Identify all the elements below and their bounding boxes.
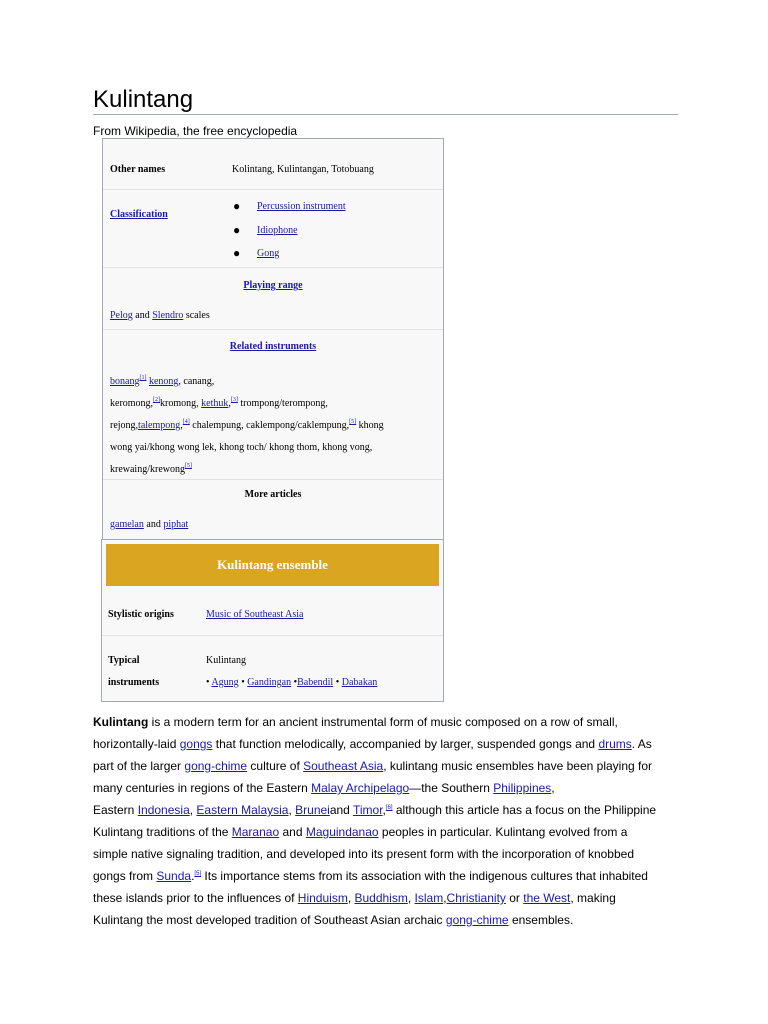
text: simple native signaling tradition, and developed into its present form with the incorporation of knobbed (93, 847, 634, 861)
kenong-link[interactable]: kenong (148, 376, 179, 387)
gongs-link[interactable]: gongs (179, 737, 213, 751)
other-names-label: Other names (110, 164, 166, 175)
text: culture of (247, 759, 304, 773)
text: is a modern term for an ancient instrumental form of music composed on a row of small, (148, 715, 618, 729)
text: ensembles. (508, 913, 574, 927)
citation-link[interactable]: [6] (385, 805, 393, 811)
bullet: ● (233, 222, 241, 237)
related-heading (103, 341, 443, 352)
slendro-link[interactable]: Slendro (152, 310, 184, 321)
text: , (382, 803, 386, 817)
philippines-link[interactable]: Philippines (493, 781, 552, 795)
citation-link[interactable]: [5] (184, 463, 192, 469)
text: khong (356, 420, 384, 431)
ensemble-header: Kulintang ensemble (106, 544, 439, 586)
text: that function melodically, accompanied by larger, suspended gongs and (212, 737, 599, 751)
more-articles-heading: More articles (244, 489, 302, 500)
divider (103, 329, 443, 330)
talempong-link[interactable]: talempong (138, 420, 181, 431)
text: krewaing/krewong (110, 464, 185, 475)
text: and (132, 310, 153, 321)
text: and (279, 825, 306, 839)
citation-link[interactable]: [5] (194, 871, 202, 877)
text: , (288, 803, 296, 817)
the-west-link[interactable]: the West (523, 891, 571, 905)
buddhism-link[interactable]: Buddhism (354, 891, 408, 905)
text: chalempung, caklempong/caklempung, (189, 420, 350, 431)
maranao-link[interactable]: Maranao (231, 825, 280, 839)
text: trompong/terompong, (237, 398, 328, 409)
text: horizontally-laid (93, 737, 180, 751)
text: part of the larger (93, 759, 185, 773)
bold-term: Kulintang (93, 715, 149, 729)
text: although this article has a focus on the Philippine (392, 803, 657, 817)
title-divider (93, 114, 678, 115)
text: , (347, 891, 355, 905)
instrument-infobox (102, 138, 444, 540)
typical-instruments-value: Kulintang (206, 655, 246, 666)
citation[interactable] (231, 397, 238, 403)
dabakan-link[interactable]: Dabakan (341, 677, 378, 688)
citation-link[interactable]: [1] (139, 375, 147, 381)
typical-instruments-label-1: Typical (108, 655, 140, 666)
citation[interactable] (153, 397, 160, 403)
text: . As (631, 737, 652, 751)
ensemble-infobox (101, 539, 444, 702)
page-title: Kulintang (93, 86, 194, 113)
bullet: • (206, 677, 212, 688)
text: many centuries in regions of the Eastern (93, 781, 312, 795)
islam-link[interactable]: Islam (414, 891, 444, 905)
agung-link[interactable]: Agung (211, 677, 239, 688)
page-tagline: From Wikipedia, the free encyclopedia (93, 124, 298, 138)
citation-link[interactable]: [2] (153, 397, 161, 403)
text: , canang, (178, 376, 215, 387)
bullet: ● (233, 199, 241, 213)
related-instruments-link[interactable]: Related instruments (229, 341, 317, 352)
list-item (233, 201, 433, 225)
classification-item-link[interactable]: Percussion instrument (257, 201, 346, 212)
text: wong yai/khong wong lek, khong toch/ khong thom, khong vong, (110, 442, 373, 453)
related-instruments-text: bonang[1] kenong, canang, keromong,[2]kromong, kethuk,[3] trompong/terompong, rejong,talempong,[4] chalempung, caklempong/caklempung,[5] khong wong yai/khong wong lek, khong toch/ khong thom, khong vong, krewaing/krewong[5] (110, 371, 440, 481)
text: and (143, 519, 164, 530)
stylistic-origins-label: Stylistic origins (108, 609, 174, 620)
text: , (189, 803, 197, 817)
divider (103, 267, 443, 268)
text: —the Southern (409, 781, 494, 795)
text: Eastern (93, 803, 138, 817)
text: Kulintang traditions of the (93, 825, 232, 839)
divider (102, 635, 443, 636)
text: , (407, 891, 415, 905)
gandingan-link[interactable]: Gandingan (247, 677, 292, 688)
stylistic-origins-link[interactable]: Music of Southeast Asia (206, 609, 304, 620)
gong-chime-link[interactable]: gong-chime (184, 759, 248, 773)
citation[interactable] (139, 375, 146, 381)
other-names-value: Kolintang, Kulintangan, Totobuang (232, 164, 374, 175)
bonang-link[interactable]: bonang (110, 376, 140, 387)
more-articles-value (110, 519, 188, 530)
list-item (233, 222, 433, 249)
article-paragraph (93, 711, 683, 931)
classification-item-link[interactable]: Idiophone (257, 224, 298, 236)
text: , (551, 781, 555, 795)
playing-range-link[interactable]: Playing range (243, 280, 303, 291)
malay-archipelago-link[interactable]: Malay Archipelago (311, 781, 410, 795)
drums-link[interactable]: drums (598, 737, 632, 751)
piphat-link[interactable]: piphat (163, 519, 189, 530)
hinduism-link[interactable]: Hinduism (297, 891, 348, 905)
separator: • (238, 677, 248, 688)
text: . (191, 869, 195, 883)
indonesia-link[interactable]: Indonesia (137, 803, 190, 817)
divider (103, 189, 443, 190)
text: peoples in particular. Kulintang evolved from a (378, 825, 628, 839)
text: gongs from (93, 869, 157, 883)
classification-link[interactable]: Classification (110, 209, 168, 220)
citation-link[interactable]: [3] (230, 397, 238, 403)
divider (103, 479, 443, 480)
text: , kulintang music ensembles have been playing for (383, 759, 653, 773)
text: keromong, (110, 398, 154, 409)
text: scales (183, 310, 210, 321)
sunda-link[interactable]: Sunda (156, 869, 192, 883)
citation[interactable] (386, 805, 393, 811)
text: and (329, 803, 353, 817)
babendil-link[interactable]: Babendil (297, 677, 334, 688)
text: rejong, (110, 420, 139, 431)
citation[interactable] (185, 463, 192, 469)
citation-link[interactable]: [4] (182, 419, 190, 425)
maguindanao-link[interactable]: Maguindanao (305, 825, 379, 839)
gong-chime-link[interactable]: gong-chime (445, 913, 509, 927)
bullet: ● (233, 246, 241, 260)
citation[interactable] (183, 419, 190, 425)
separator: • (291, 677, 298, 688)
text: , (443, 891, 447, 905)
separator: • (333, 677, 342, 688)
citation-link[interactable]: [5] (349, 419, 357, 425)
brunei-link[interactable]: Brunei (295, 803, 330, 817)
text: kromong, (160, 398, 202, 409)
typical-instruments-label-2: instruments (108, 677, 160, 688)
pelog-link[interactable]: Pelog (110, 310, 133, 321)
text: or (505, 891, 524, 905)
text: , making (570, 891, 616, 905)
text: Kulintang the most developed tradition of Southeast Asian archaic (93, 913, 446, 927)
classification-item-link[interactable]: Gong (257, 248, 280, 259)
gamelan-link[interactable]: gamelan (110, 519, 144, 530)
playing-range-value (110, 310, 210, 321)
text: these islands prior to the influences of (93, 891, 298, 905)
text: Its importance stems from its association with the indigenous cultures that inhabited (201, 869, 648, 883)
kethuk-link[interactable]: kethuk (201, 398, 229, 409)
eastern-malaysia-link[interactable]: Eastern Malaysia (196, 803, 289, 817)
typical-instruments-list (206, 677, 377, 688)
classification-list (233, 201, 433, 272)
timor-link[interactable]: Timor (352, 803, 383, 817)
playing-range-heading (103, 280, 443, 291)
southeast-asia-link[interactable]: Southeast Asia (303, 759, 384, 773)
christianity-link[interactable]: Christianity (446, 891, 506, 905)
